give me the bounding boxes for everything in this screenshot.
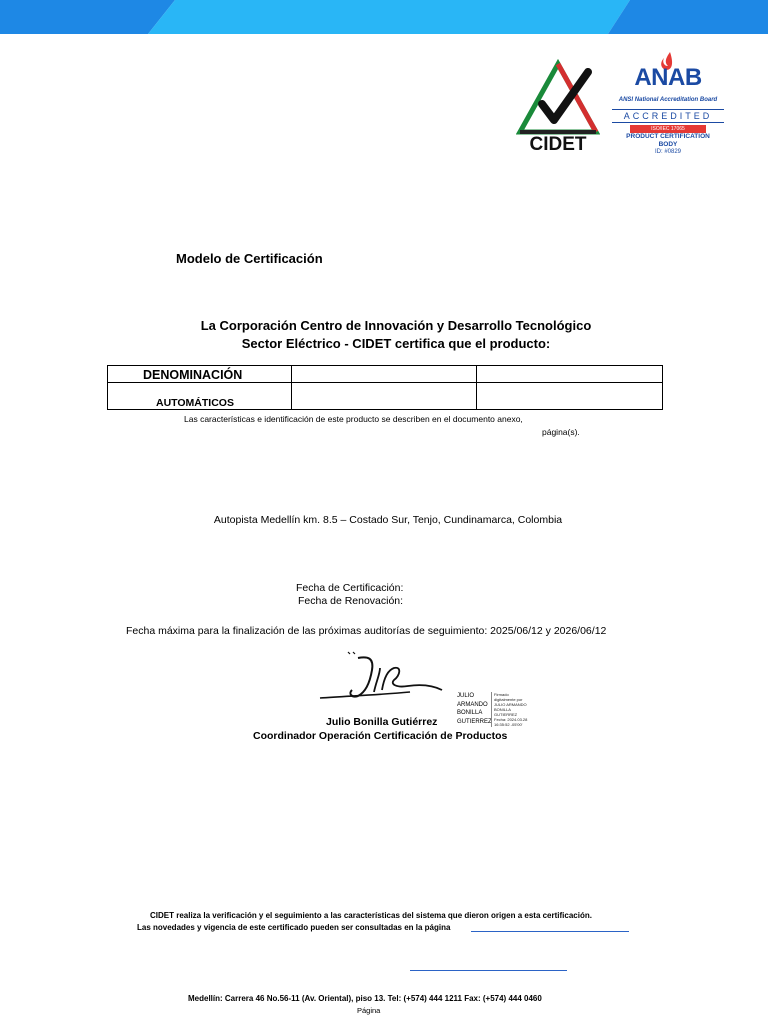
certification-date-label: Fecha de Certificación: (296, 582, 404, 594)
cidet-logo-text: CIDET (529, 134, 587, 154)
anab-accredited: ACCREDITED (612, 109, 724, 123)
anab-id: ID: #0829 (654, 149, 682, 155)
page-label: Página (357, 1006, 381, 1015)
footer-note-1: CIDET realiza la verificación y el seguimiento a las características del sistema que dieron origen a esta certificación. (150, 911, 592, 920)
description-line-2: página(s). (542, 427, 580, 437)
anab-subtitle: ANSI National Accreditation Board (618, 97, 718, 103)
model-title: Modelo de Certificación (176, 251, 323, 266)
site-address: Autopista Medellín km. 8.5 – Costado Sur, Tenjo, Cundinamarca, Colombia (213, 514, 563, 526)
secondary-link[interactable] (410, 970, 567, 971)
handwritten-signature (318, 648, 458, 708)
footer-address: Medellín: Carrera 46 No.56-11 (Av. Oriental), piso 13. Tel: (+574) 444 1211 Fax: (+574) 444 0460 (188, 994, 542, 1003)
verification-link[interactable] (471, 931, 629, 932)
table-cell (292, 383, 477, 410)
footer-note-2: Las novedades y vigencia de este certificado pueden ser consultadas en la página (137, 923, 451, 932)
anab-logo (612, 50, 724, 170)
cidet-logo (516, 58, 600, 154)
product-type: AUTOMÁTICOS (108, 383, 292, 410)
table-cell (477, 366, 663, 383)
corporation-line-2: Sector Eléctrico - CIDET certifica que el producto: (241, 336, 551, 351)
audit-deadline: Fecha máxima para la finalización de las próximas auditorías de seguimiento: 2025/06/12 y 2026/06/12 (126, 625, 607, 637)
description-line-1: Las características e identificación de este producto se describen en el documento anexo, (184, 414, 523, 424)
corporation-line-1: La Corporación Centro de Innovación y Desarrollo Tecnológico (200, 318, 592, 333)
digital-signature-name: JULIO ARMANDO BONILLA GUTIERREZ (457, 693, 492, 725)
table-cell (292, 366, 477, 383)
signer-role: Coordinador Operación Certificación de Productos (253, 730, 508, 742)
renewal-date-label: Fecha de Renovación: (298, 595, 404, 607)
anab-band: ISO/IEC 17065 (630, 125, 706, 133)
table-row (108, 383, 663, 410)
product-table (107, 365, 663, 410)
anab-wordmark: ANAB (634, 64, 702, 91)
signer-name: Julio Bonilla Gutiérrez (326, 716, 438, 728)
header-banner (0, 0, 768, 34)
denomination-label: DENOMINACIÓN (108, 366, 292, 383)
digital-signature-note: Firmado digitalmente por JULIO ARMANDO BONILLA GUTIERREZ Fecha: 2024.03.28 16:35:52 -05'00' (491, 692, 534, 727)
anab-body-line2: BODY (658, 141, 678, 148)
anab-body-line1: PRODUCT CERTIFICATION (626, 133, 710, 140)
table-row (108, 366, 663, 383)
table-cell (477, 383, 663, 410)
